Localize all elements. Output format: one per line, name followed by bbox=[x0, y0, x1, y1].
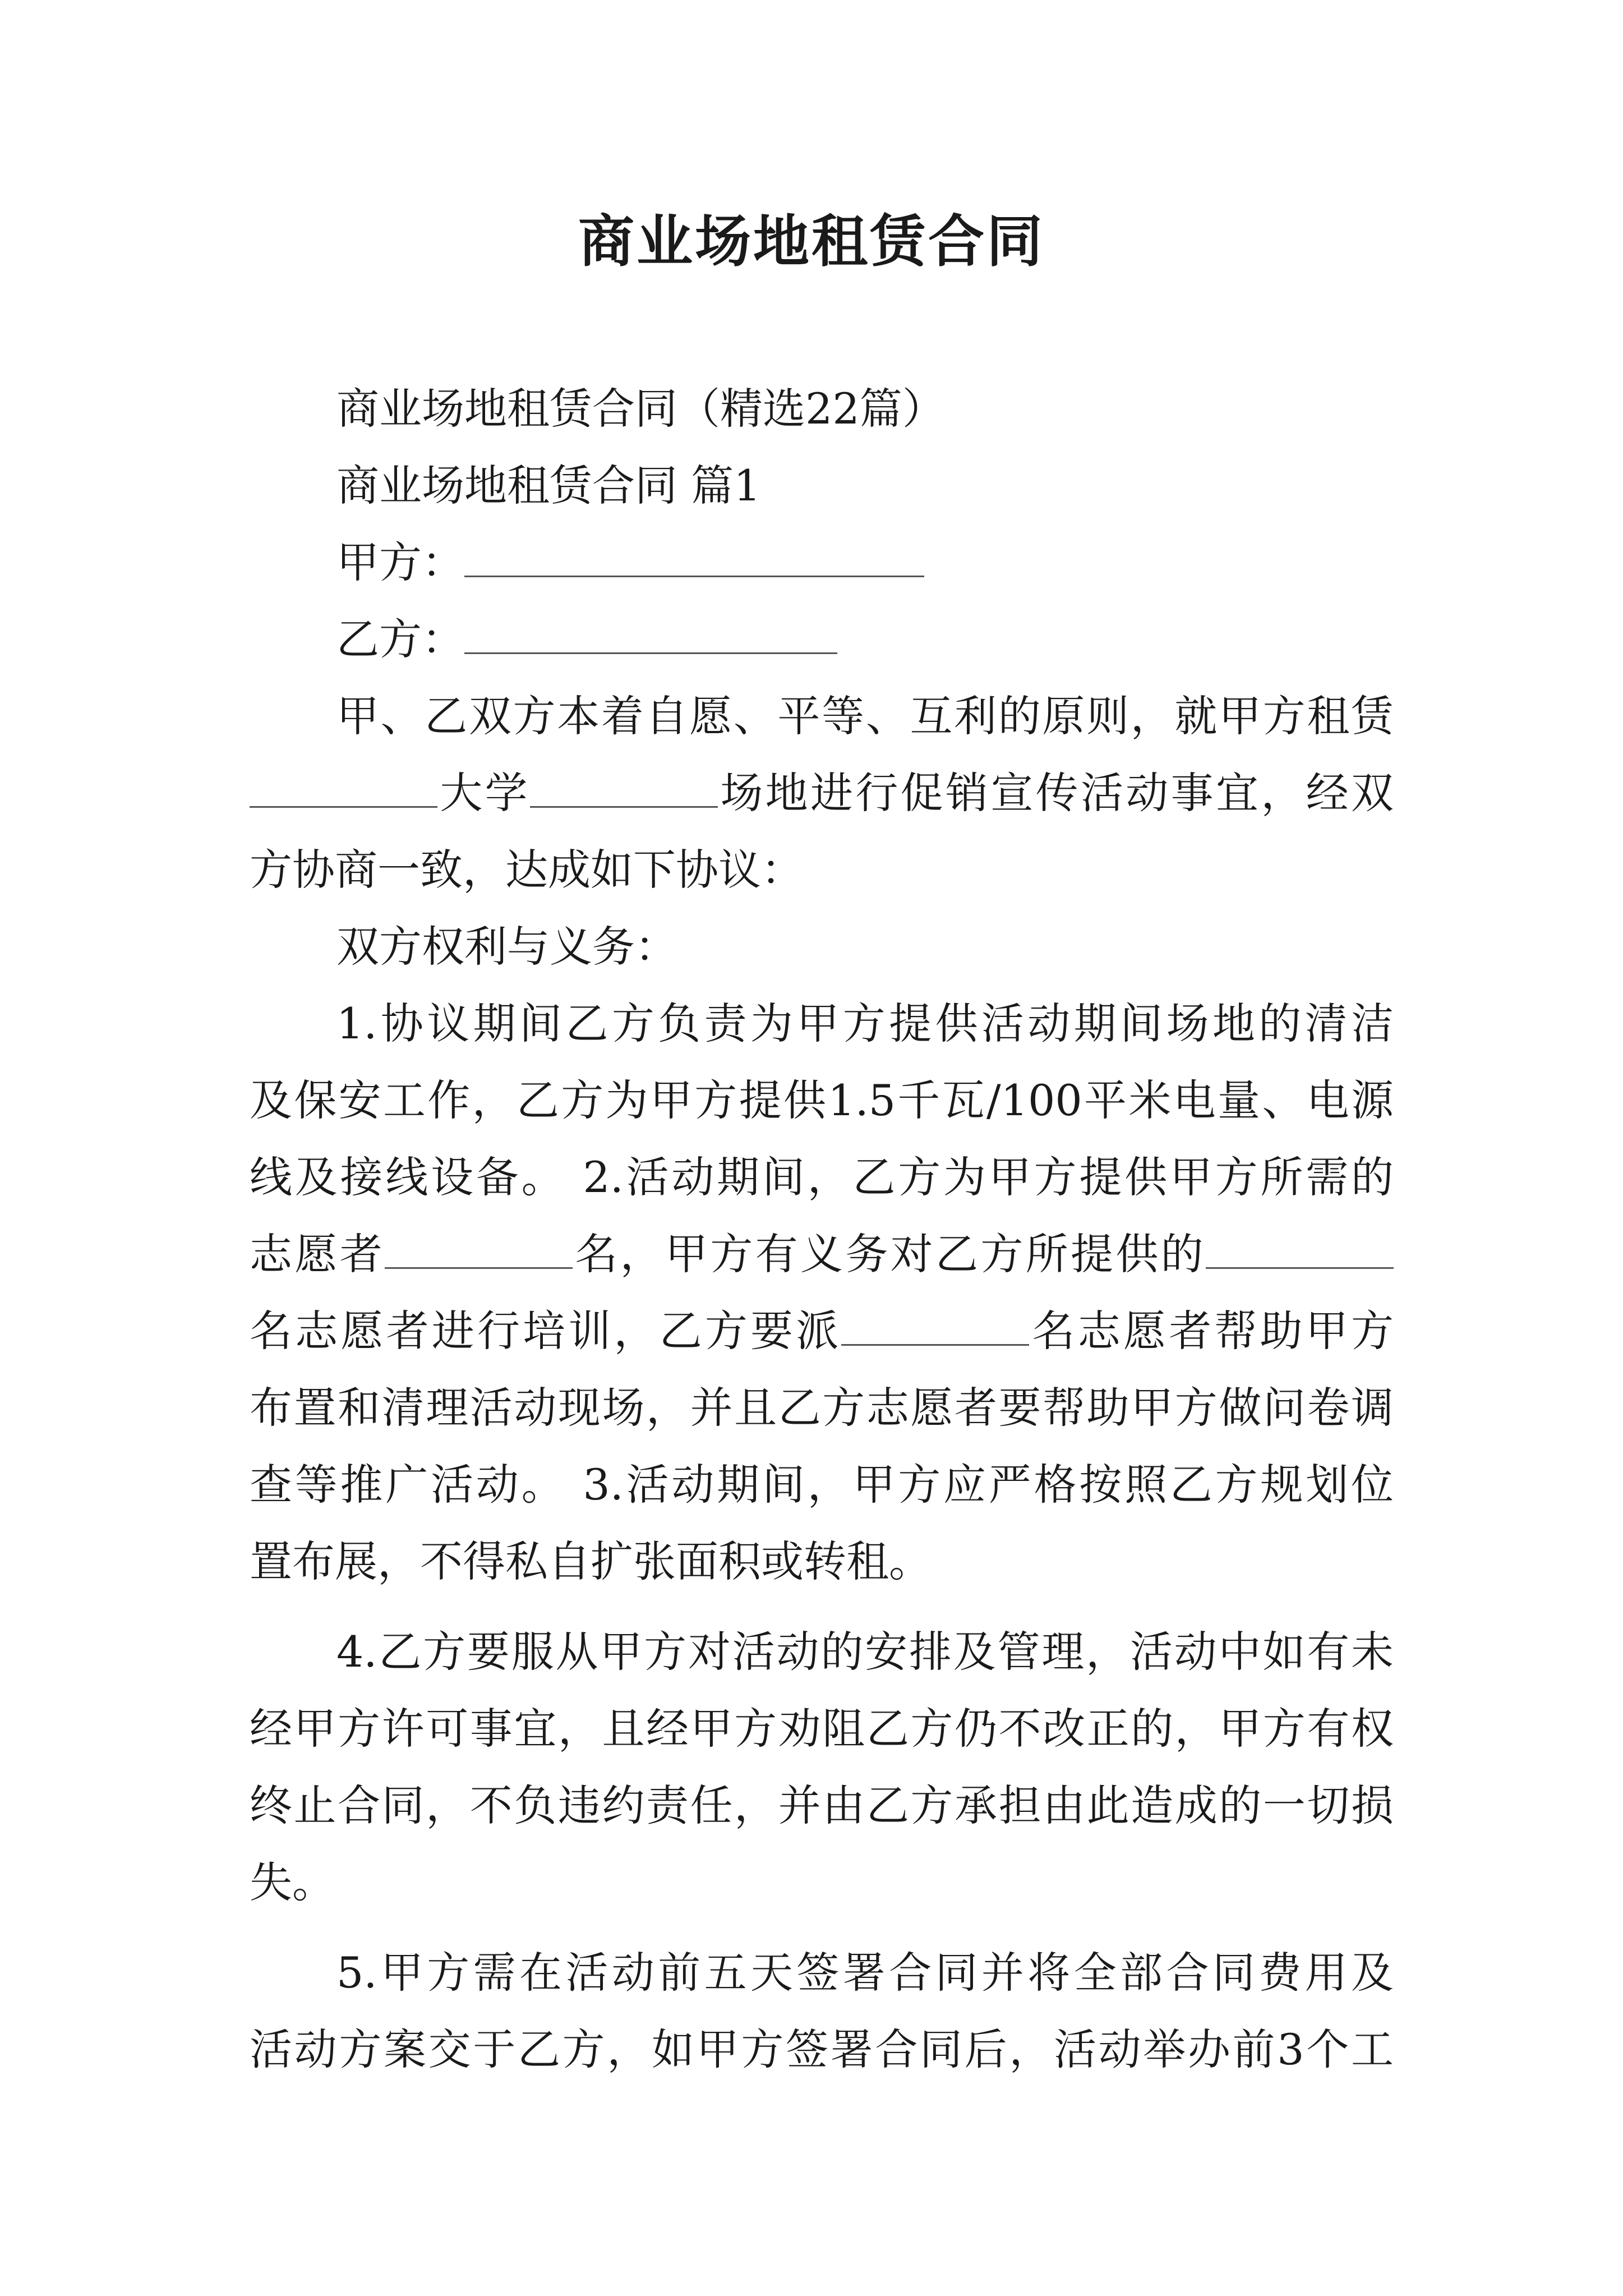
document-body bbox=[250, 370, 1394, 2088]
paragraph-line: 布置和清理活动现场，并且乙方志愿者要帮助甲方做问卷调 bbox=[250, 1383, 1394, 1433]
paragraph-line: 方协商一致，达成如下协议： bbox=[250, 845, 804, 895]
line-text: 名，甲方有义务对乙方所提供的 bbox=[573, 1229, 1206, 1279]
paragraph-line: 查等推广活动。 3.活动期间，甲方应严格按照乙方规划位 bbox=[250, 1460, 1394, 1510]
fill-blank bbox=[841, 1305, 1029, 1346]
paragraph-line: 活动方案交于乙方，如甲方签署合同后，活动举办前3个工 bbox=[250, 2024, 1394, 2074]
subtitle-line: 商业场地租赁合同（精选22篇） bbox=[336, 384, 945, 434]
line-text: 名志愿者帮助甲方 bbox=[1029, 1306, 1394, 1356]
paragraph-gap bbox=[250, 1921, 1394, 1934]
paragraph-line: 及保安工作，乙方为甲方提供1.5千瓦/100平米电量、电源 bbox=[250, 1075, 1394, 1125]
fill-blank bbox=[385, 1228, 573, 1269]
paragraph-line: 线及接线设备。 2.活动期间，乙方为甲方提供甲方所需的 bbox=[250, 1152, 1394, 1202]
paragraph-line: 失。 bbox=[250, 1857, 335, 1907]
line-text: 场地进行促销宣传活动事宜，经双 bbox=[718, 768, 1394, 818]
party-b-label: 乙方： bbox=[336, 614, 464, 664]
party-b-blank bbox=[464, 613, 837, 654]
paragraph-line: 双方权利与义务： bbox=[336, 922, 677, 972]
paragraph-line bbox=[250, 754, 1394, 831]
paragraph-line bbox=[250, 1292, 1394, 1369]
paragraph-line: 4.乙方要服从甲方对活动的安排及管理，活动中如有未 bbox=[336, 1627, 1394, 1677]
paragraph-line: 经甲方许可事宜，且经甲方劝阻乙方仍不改正的，甲方有权 bbox=[250, 1704, 1394, 1754]
line-text: 志愿者 bbox=[250, 1229, 385, 1279]
paragraph-line: 1.协议期间乙方负责为甲方提供活动期间场地的清洁 bbox=[336, 999, 1394, 1048]
party-a-label: 甲方： bbox=[336, 537, 464, 587]
section-heading: 商业场地租赁合同 篇1 bbox=[336, 461, 761, 510]
fill-blank bbox=[1206, 1228, 1394, 1269]
line-text: 大学 bbox=[437, 768, 530, 818]
document-title: 商业场地租赁合同 bbox=[578, 208, 1045, 274]
line-text: 名志愿者进行培训，乙方要派 bbox=[250, 1306, 842, 1356]
fill-blank bbox=[530, 767, 718, 808]
party-a-line bbox=[250, 524, 1394, 601]
paragraph-line bbox=[250, 1216, 1394, 1292]
paragraph-gap bbox=[250, 1600, 1394, 1613]
fill-blank bbox=[250, 767, 437, 808]
paragraph-line: 终止合同，不负违约责任，并由乙方承担由此造成的一切损 bbox=[250, 1780, 1394, 1830]
paragraph-line: 5.甲方需在活动前五天签署合同并将全部合同费用及 bbox=[336, 1948, 1394, 1998]
paragraph-line: 置布展，不得私自扩张面积或转租。 bbox=[250, 1536, 932, 1586]
party-b-line bbox=[250, 601, 1394, 678]
party-a-blank bbox=[464, 536, 924, 577]
paragraph-line: 甲、乙双方本着自愿、平等、互利的原则，就甲方租赁 bbox=[336, 691, 1394, 741]
